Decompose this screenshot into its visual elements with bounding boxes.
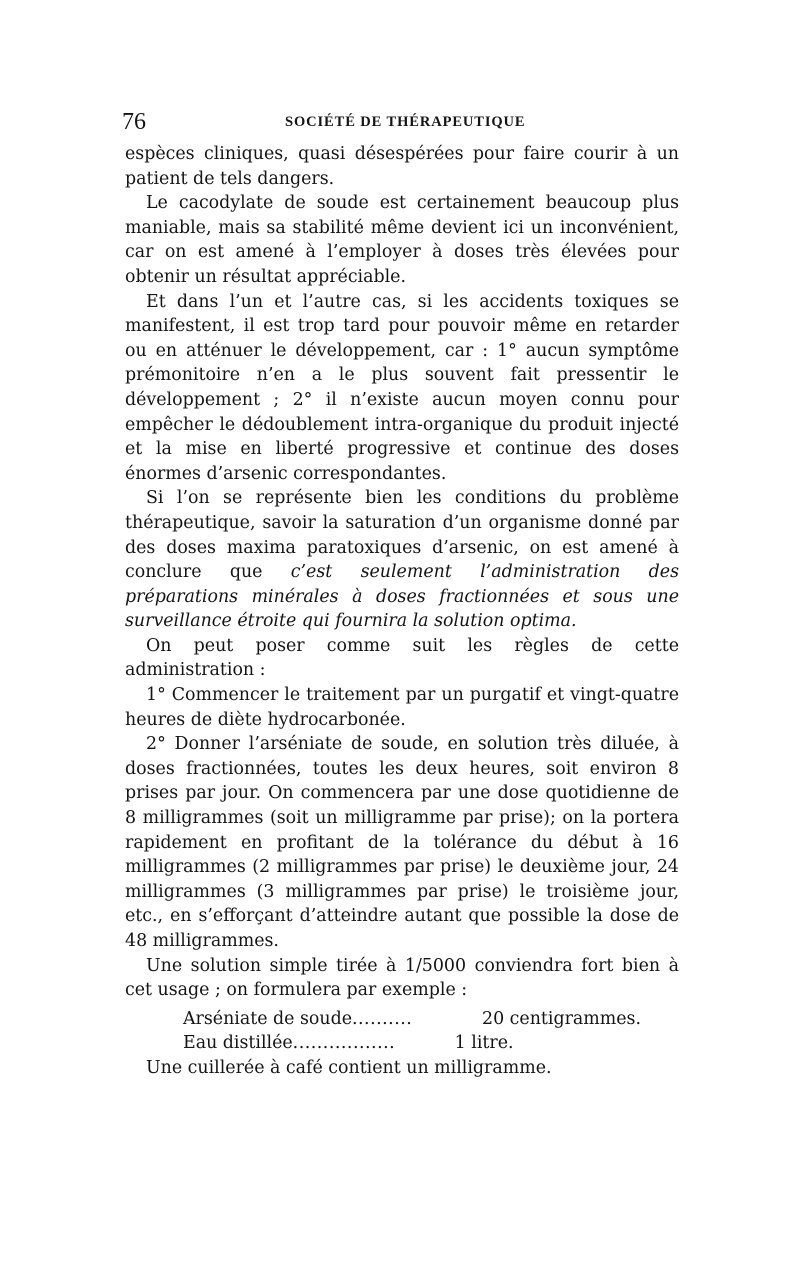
paragraph-7-rule-2: 2° Donner l’arséniate de soude, en solution très diluée, à doses fractionnées, toutes les deux heures, soit environ 8 prises par jour. On commencera par une dose quotidienne de 8 milligrammes (soit un milligramme par prise); on la portera rapidement en profitant de la tolérance du début à 16 milligrammes (2 milligrammes par prise) le deuxième jour, 24 milligrammes (3 milligrammes par prise) le troisième jour, etc., en s’efforçant d’atteindre autant que possible la dose de 48 milligrammes. [125,734,679,951]
paragraph-9: Une cuillerée à café contient un milligramme. [146,1057,552,1078]
paragraph-4 [125,486,679,634]
leader-dots: .......... [352,1008,413,1029]
running-head [122,108,679,142]
page-number: 76 [122,109,146,135]
formula-row [125,1007,679,1032]
ingredient-name: Arséniate de soude [183,1008,352,1029]
ingredient-quantity: 1 litre. [454,1033,514,1054]
paragraph-5: On peut poser comme suit les règles de cette administration : [125,635,679,681]
paragraph-1: espèces cliniques, quasi désespérées pour faire courir à un patient de tels dangers. [125,144,679,189]
running-title: SOCIÉTÉ DE THÉRAPEUTIQUE [285,114,526,130]
paragraph-2: Le cacodylate de soude est certainement beaucoup plus maniable, mais sa stabilité même devient ici un inconvénient, car on est amené à l’employer à doses très élevées pour obtenir un résultat appréciable. [125,193,679,287]
leader-dots: ................. [292,1033,396,1054]
paragraph-3: Et dans l’un et l’autre cas, si les accidents toxiques se manifestent, il est trop tard pour pouvoir même en retarder ou en atténuer le développement, car : 1° aucun symptôme prémonitoire n’en a le plus souvent fait pressentir le développement ; 2° il n’existe aucun moyen connu pour empêcher le dédoublement intra-organique du produit injecté et la mise en liberté progressive et continue des doses énormes d’arsenic correspondantes. [125,291,679,484]
paragraph-6-rule-1: 1° Commencer le traitement par un purgatif et vingt-quatre heures de diète hydrocarbonée. [125,685,679,730]
prescription-formula [125,1007,679,1056]
paragraph-8: Une solution simple tirée à 1/5000 conviendra fort bien à cet usage ; on formulera par exemple : [125,955,679,1001]
paragraph-4-italic-conclusion: c’est seulement l’administration des préparations minérales à doses fractionnées et sous une surveillance étroite qui fournira la solution optima. [125,562,680,632]
ingredient-quantity: 20 centigrammes. [482,1008,641,1029]
ingredient-name: Eau distillée [183,1033,293,1054]
paragraph-4-lead: Si l’on se représente bien les conditions du problème thérapeutique, savoir la saturation d’un organisme donné par des doses maxima paratoxiques d’arsenic, on est amené à conclure que [125,488,679,583]
book-page [122,108,680,1081]
formula-row [125,1031,679,1056]
